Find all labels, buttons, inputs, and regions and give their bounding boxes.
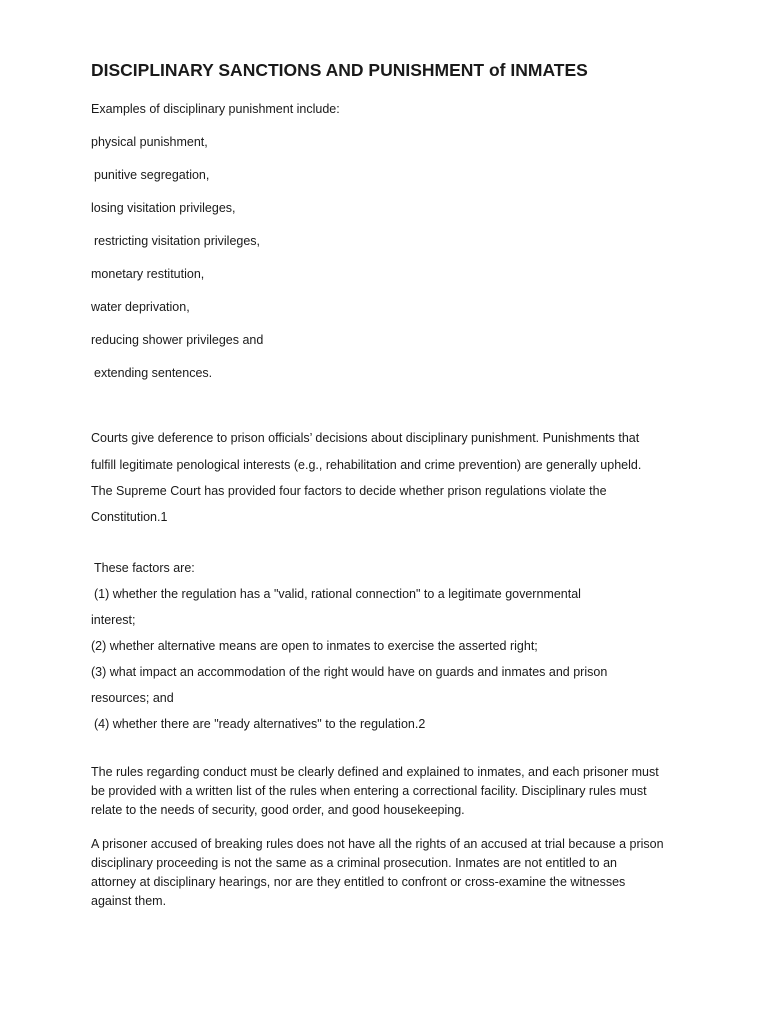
- rules-paragraph-line: relate to the needs of security, good order, and good housekeeping.: [91, 803, 465, 817]
- factor-line: interest;: [91, 613, 136, 627]
- example-item: physical punishment,: [91, 135, 208, 149]
- rules-paragraph-line: The rules regarding conduct must be clearly defined and explained to inmates, and each prisoner must: [91, 765, 659, 779]
- accused-paragraph-line: disciplinary proceeding is not the same as a criminal prosecution. Inmates are not entitled to an: [91, 856, 617, 870]
- document-title: DISCIPLINARY SANCTIONS AND PUNISHMENT of INMATES: [91, 60, 588, 80]
- rules-paragraph-line: be provided with a written list of the rules when entering a correctional facility. Disciplinary rules must: [91, 784, 647, 798]
- courts-paragraph-line: fulfill legitimate penological interests (e.g., rehabilitation and crime prevention) are generally upheld.: [91, 458, 642, 472]
- example-item: reducing shower privileges and: [91, 333, 264, 347]
- courts-paragraph-line: The Supreme Court has provided four factors to decide whether prison regulations violate the: [91, 484, 607, 498]
- example-item: water deprivation,: [91, 300, 190, 314]
- accused-paragraph-line: attorney at disciplinary hearings, nor are they entitled to confront or cross-examine the witnesses: [91, 875, 626, 889]
- example-item: punitive segregation,: [94, 168, 210, 182]
- factor-line: (4) whether there are "ready alternatives" to the regulation.2: [94, 717, 426, 731]
- factors-intro: These factors are:: [94, 561, 195, 575]
- example-item: losing visitation privileges,: [91, 201, 236, 215]
- examples-intro: Examples of disciplinary punishment include:: [91, 102, 340, 116]
- accused-paragraph-line: against them.: [91, 894, 167, 908]
- factor-line: resources; and: [91, 691, 174, 705]
- example-item: extending sentences.: [94, 366, 213, 380]
- example-item: restricting visitation privileges,: [94, 234, 261, 248]
- factor-line: (2) whether alternative means are open to inmates to exercise the asserted right;: [91, 639, 538, 653]
- courts-paragraph-line: Constitution.1: [91, 510, 168, 524]
- factor-line: (1) whether the regulation has a "valid, rational connection" to a legitimate governmental: [94, 587, 581, 601]
- courts-paragraph-line: Courts give deference to prison officials’ decisions about disciplinary punishment. Punishments that: [91, 431, 640, 445]
- example-item: monetary restitution,: [91, 267, 205, 281]
- accused-paragraph-line: A prisoner accused of breaking rules does not have all the rights of an accused at trial because a prison: [91, 837, 664, 851]
- factor-line: (3) what impact an accommodation of the right would have on guards and inmates and prison: [91, 665, 608, 679]
